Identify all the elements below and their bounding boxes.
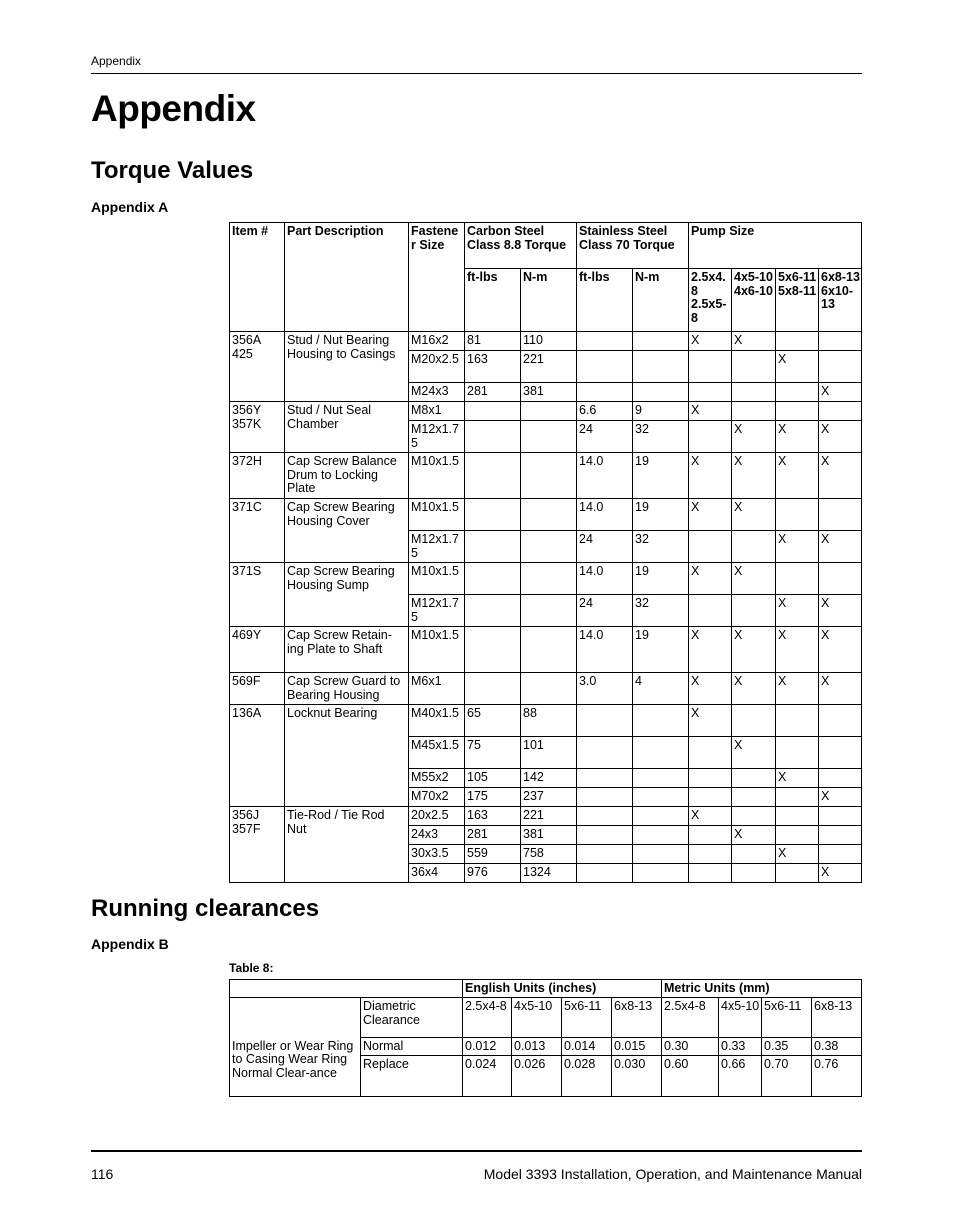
header-stainless-nm: N-m bbox=[633, 269, 689, 332]
item-number: 136A bbox=[232, 706, 262, 720]
stainless-nm bbox=[633, 769, 689, 788]
fastener-size: M24x3 bbox=[409, 383, 465, 402]
pump-size-1-mark: X bbox=[689, 627, 732, 673]
carbon-nm bbox=[521, 595, 577, 627]
torque-row bbox=[230, 563, 862, 595]
pump-size-4-mark bbox=[819, 769, 862, 788]
item-number: 469Y bbox=[232, 628, 262, 642]
appendix-a-subheading: Appendix A bbox=[91, 199, 169, 215]
pump-size-3-mark bbox=[776, 383, 819, 402]
pump-size-4-mark bbox=[819, 705, 862, 737]
pump-size-header: 6x8-13 bbox=[812, 998, 862, 1038]
header-pump-size-4 bbox=[819, 269, 862, 332]
carbon-nm: 221 bbox=[521, 807, 577, 826]
stainless-nm bbox=[633, 383, 689, 402]
item-number-cell bbox=[230, 332, 285, 402]
item-number: 425 bbox=[232, 346, 253, 361]
clearance-corner-blank bbox=[230, 980, 463, 998]
pump-size-1-mark bbox=[689, 595, 732, 627]
pump-size-1-mark: X bbox=[689, 499, 732, 531]
pump-size-3b: 5x8-11 bbox=[778, 283, 817, 298]
carbon-ftlbs: 175 bbox=[465, 788, 521, 807]
pump-size-3-mark: X bbox=[776, 421, 819, 453]
english-units-header: English Units (inches) bbox=[463, 980, 662, 998]
pump-size-2-mark bbox=[732, 807, 776, 826]
carbon-ftlbs: 281 bbox=[465, 383, 521, 402]
carbon-nm bbox=[521, 453, 577, 499]
stainless-ftlbs bbox=[577, 845, 633, 864]
stainless-nm bbox=[633, 864, 689, 883]
metric-units-header: Metric Units (mm) bbox=[662, 980, 862, 998]
item-number: 357F bbox=[232, 821, 261, 836]
part-description: Cap Screw Guard to Bearing Housing bbox=[285, 673, 409, 705]
carbon-nm: 101 bbox=[521, 737, 577, 769]
pump-size-3-mark bbox=[776, 332, 819, 351]
pump-size-2-mark: X bbox=[732, 421, 776, 453]
carbon-ftlbs: 65 bbox=[465, 705, 521, 737]
pump-size-4-mark: X bbox=[819, 595, 862, 627]
pump-size-4-mark: X bbox=[819, 383, 862, 402]
torque-row bbox=[230, 627, 862, 673]
pump-size-3-mark: X bbox=[776, 531, 819, 563]
fastener-size: 36x4 bbox=[409, 864, 465, 883]
pump-size-2-mark bbox=[732, 402, 776, 421]
pump-size-4-mark bbox=[819, 499, 862, 531]
fastener-size: M10x1.5 bbox=[409, 499, 465, 531]
carbon-ftlbs: 281 bbox=[465, 826, 521, 845]
clearance-value: 0.014 bbox=[562, 1038, 612, 1056]
item-number: 356A bbox=[232, 333, 262, 347]
carbon-nm: 142 bbox=[521, 769, 577, 788]
pump-size-4-mark: X bbox=[819, 453, 862, 499]
carbon-ftlbs: 163 bbox=[465, 807, 521, 826]
fastener-size: M10x1.5 bbox=[409, 563, 465, 595]
clearance-value: 0.35 bbox=[762, 1038, 812, 1056]
pump-size-2-mark bbox=[732, 595, 776, 627]
pump-size-2-mark bbox=[732, 845, 776, 864]
pump-size-header: 2.5x4-8 bbox=[662, 998, 719, 1038]
pump-size-1-mark: X bbox=[689, 563, 732, 595]
header-pump-size: Pump Size bbox=[689, 223, 862, 269]
diametric-clearance-label: Diametric Clearance bbox=[361, 998, 463, 1038]
pump-size-3-mark: X bbox=[776, 453, 819, 499]
pump-size-3-mark: X bbox=[776, 595, 819, 627]
carbon-ftlbs: 105 bbox=[465, 769, 521, 788]
stainless-ftlbs bbox=[577, 769, 633, 788]
header-stainless-steel: Stainless Steel Class 70 Torque bbox=[577, 223, 689, 269]
fastener-size: M12x1.75 bbox=[409, 531, 465, 563]
clearance-value: 0.30 bbox=[662, 1038, 719, 1056]
clearance-value: 0.33 bbox=[719, 1038, 762, 1056]
part-description: Tie-Rod / Tie Rod Nut bbox=[285, 807, 409, 883]
item-number: 371C bbox=[232, 500, 262, 514]
page-number: 116 bbox=[91, 1166, 114, 1182]
stainless-nm bbox=[633, 351, 689, 383]
header-pump-size-3 bbox=[776, 269, 819, 332]
pump-size-3-mark: X bbox=[776, 769, 819, 788]
pump-size-4-mark: X bbox=[819, 788, 862, 807]
stainless-ftlbs bbox=[577, 705, 633, 737]
pump-size-4-mark bbox=[819, 332, 862, 351]
clearance-value: 0.026 bbox=[512, 1056, 562, 1097]
fastener-size: M10x1.5 bbox=[409, 627, 465, 673]
part-description: Cap Screw Retain-ing Plate to Shaft bbox=[285, 627, 409, 673]
torque-row bbox=[230, 332, 862, 351]
carbon-nm: 758 bbox=[521, 845, 577, 864]
item-number-cell bbox=[230, 673, 285, 705]
torque-row bbox=[230, 807, 862, 826]
pump-size-3-mark: X bbox=[776, 673, 819, 705]
carbon-nm bbox=[521, 499, 577, 531]
header-part-description: Part Description bbox=[285, 223, 409, 269]
clearance-row-label: Replace bbox=[361, 1056, 463, 1097]
stainless-nm bbox=[633, 788, 689, 807]
carbon-nm bbox=[521, 563, 577, 595]
stainless-ftlbs bbox=[577, 737, 633, 769]
carbon-nm: 1324 bbox=[521, 864, 577, 883]
stainless-ftlbs: 24 bbox=[577, 421, 633, 453]
pump-size-3a: 5x6-11 bbox=[778, 270, 817, 284]
pump-size-2-mark bbox=[732, 531, 776, 563]
item-number: 357K bbox=[232, 416, 262, 431]
clearance-value: 0.70 bbox=[762, 1056, 812, 1097]
torque-row bbox=[230, 673, 862, 705]
pump-size-1-mark bbox=[689, 351, 732, 383]
torque-row bbox=[230, 705, 862, 737]
item-number: 356J bbox=[232, 808, 260, 822]
pump-size-3-mark bbox=[776, 826, 819, 845]
fastener-size: M16x2 bbox=[409, 332, 465, 351]
pump-size-2-mark bbox=[732, 769, 776, 788]
pump-size-1-mark: X bbox=[689, 807, 732, 826]
part-description: Locknut Bearing bbox=[285, 705, 409, 807]
pump-size-1b: 2.5x5-8 bbox=[691, 297, 727, 325]
header-stainless-ftlbs: ft-lbs bbox=[577, 269, 633, 332]
pump-size-1a: 2.5x4.8 bbox=[691, 270, 726, 298]
pump-size-header: 4x5-10 bbox=[719, 998, 762, 1038]
pump-size-2-mark bbox=[732, 383, 776, 402]
clearance-part-label: Impeller or Wear Ring to Casing Wear Ring Normal Clear-ance bbox=[230, 1038, 361, 1097]
item-number: 371S bbox=[232, 564, 262, 578]
pump-size-1-mark: X bbox=[689, 402, 732, 421]
carbon-ftlbs: 75 bbox=[465, 737, 521, 769]
pump-size-2-mark: X bbox=[732, 332, 776, 351]
item-number-cell bbox=[230, 705, 285, 807]
stainless-nm bbox=[633, 845, 689, 864]
header-item-blank bbox=[230, 269, 285, 332]
stainless-nm: 19 bbox=[633, 453, 689, 499]
fastener-size: M45x1.5 bbox=[409, 737, 465, 769]
fastener-size: M10x1.5 bbox=[409, 453, 465, 499]
pump-size-1-mark bbox=[689, 826, 732, 845]
pump-size-3-mark bbox=[776, 705, 819, 737]
carbon-nm bbox=[521, 531, 577, 563]
torque-table-body bbox=[230, 332, 862, 883]
fastener-size: 24x3 bbox=[409, 826, 465, 845]
pump-size-2-mark bbox=[732, 351, 776, 383]
stainless-ftlbs bbox=[577, 826, 633, 845]
carbon-ftlbs: 163 bbox=[465, 351, 521, 383]
carbon-ftlbs: 976 bbox=[465, 864, 521, 883]
carbon-nm: 381 bbox=[521, 383, 577, 402]
header-pump-size-2 bbox=[732, 269, 776, 332]
stainless-nm bbox=[633, 826, 689, 845]
stainless-ftlbs bbox=[577, 807, 633, 826]
torque-row bbox=[230, 402, 862, 421]
table-caption: Table 8: bbox=[229, 961, 274, 975]
pump-size-4-mark bbox=[819, 351, 862, 383]
stainless-ftlbs: 24 bbox=[577, 531, 633, 563]
clearance-value: 0.015 bbox=[612, 1038, 662, 1056]
pump-size-1-mark bbox=[689, 788, 732, 807]
header-desc-blank bbox=[285, 269, 409, 332]
header-size-blank bbox=[409, 269, 465, 332]
fastener-size: M55x2 bbox=[409, 769, 465, 788]
pump-size-3-mark bbox=[776, 499, 819, 531]
stainless-ftlbs bbox=[577, 864, 633, 883]
header-carbon-nm: N-m bbox=[521, 269, 577, 332]
stainless-nm: 32 bbox=[633, 595, 689, 627]
pump-size-header: 5x6-11 bbox=[762, 998, 812, 1038]
item-number-cell bbox=[230, 402, 285, 453]
item-number-cell bbox=[230, 807, 285, 883]
stainless-nm: 9 bbox=[633, 402, 689, 421]
stainless-ftlbs: 3.0 bbox=[577, 673, 633, 705]
running-clearances-table bbox=[229, 979, 862, 1097]
fastener-size: M8x1 bbox=[409, 402, 465, 421]
stainless-nm: 19 bbox=[633, 499, 689, 531]
stainless-nm: 19 bbox=[633, 563, 689, 595]
stainless-nm: 4 bbox=[633, 673, 689, 705]
header-rule bbox=[91, 73, 862, 74]
pump-size-2-mark: X bbox=[732, 737, 776, 769]
pump-size-1-mark: X bbox=[689, 673, 732, 705]
carbon-nm bbox=[521, 673, 577, 705]
part-description: Cap Screw Balance Drum to Locking Plate bbox=[285, 453, 409, 499]
pump-size-4-mark: X bbox=[819, 421, 862, 453]
pump-size-4-mark bbox=[819, 807, 862, 826]
stainless-nm: 19 bbox=[633, 627, 689, 673]
stainless-ftlbs: 6.6 bbox=[577, 402, 633, 421]
fastener-size: M40x1.5 bbox=[409, 705, 465, 737]
pump-size-3-mark bbox=[776, 402, 819, 421]
pump-size-4-mark: X bbox=[819, 864, 862, 883]
stainless-nm bbox=[633, 705, 689, 737]
carbon-ftlbs bbox=[465, 402, 521, 421]
running-head: Appendix bbox=[91, 54, 142, 68]
pump-size-1-mark: X bbox=[689, 453, 732, 499]
pump-size-2b: 4x6-10 bbox=[734, 283, 773, 298]
stainless-ftlbs: 14.0 bbox=[577, 453, 633, 499]
clearance-value: 0.76 bbox=[812, 1056, 862, 1097]
header-item: Item # bbox=[230, 223, 285, 269]
clearance-row bbox=[230, 1038, 862, 1056]
fastener-size: M20x2.5 bbox=[409, 351, 465, 383]
pump-size-2-mark bbox=[732, 705, 776, 737]
clearance-value: 0.66 bbox=[719, 1056, 762, 1097]
pump-size-2-mark bbox=[732, 864, 776, 883]
carbon-ftlbs bbox=[465, 453, 521, 499]
appendix-b-subheading: Appendix B bbox=[91, 936, 169, 952]
pump-size-2-mark bbox=[732, 788, 776, 807]
pump-size-header: 4x5-10 bbox=[512, 998, 562, 1038]
pump-size-3-mark: X bbox=[776, 845, 819, 864]
carbon-nm: 221 bbox=[521, 351, 577, 383]
torque-row bbox=[230, 453, 862, 499]
clearance-value: 0.024 bbox=[463, 1056, 512, 1097]
item-number-cell bbox=[230, 453, 285, 499]
pump-size-3-mark: X bbox=[776, 351, 819, 383]
clearance-value: 0.013 bbox=[512, 1038, 562, 1056]
pump-size-3-mark bbox=[776, 788, 819, 807]
part-description: Cap Screw Bearing Housing Cover bbox=[285, 499, 409, 563]
pump-size-4-mark: X bbox=[819, 531, 862, 563]
pump-size-2-mark: X bbox=[732, 826, 776, 845]
torque-values-heading: Torque Values bbox=[91, 157, 254, 184]
carbon-nm bbox=[521, 421, 577, 453]
pump-size-header: 5x6-11 bbox=[562, 998, 612, 1038]
clearance-value: 0.028 bbox=[562, 1056, 612, 1097]
carbon-ftlbs bbox=[465, 531, 521, 563]
carbon-nm: 88 bbox=[521, 705, 577, 737]
pump-size-2-mark: X bbox=[732, 627, 776, 673]
carbon-ftlbs bbox=[465, 499, 521, 531]
stainless-ftlbs bbox=[577, 383, 633, 402]
pump-size-3-mark bbox=[776, 864, 819, 883]
stainless-ftlbs bbox=[577, 332, 633, 351]
fastener-size: 20x2.5 bbox=[409, 807, 465, 826]
clearance-value: 0.030 bbox=[612, 1056, 662, 1097]
pump-size-1-mark bbox=[689, 845, 732, 864]
clearance-value: 0.38 bbox=[812, 1038, 862, 1056]
pump-size-1-mark bbox=[689, 531, 732, 563]
stainless-nm bbox=[633, 807, 689, 826]
pump-size-2-mark: X bbox=[732, 499, 776, 531]
torque-row bbox=[230, 499, 862, 531]
stainless-ftlbs bbox=[577, 788, 633, 807]
item-number-cell bbox=[230, 499, 285, 563]
part-description: Stud / Nut Seal Chamber bbox=[285, 402, 409, 453]
clearance-part-blank bbox=[230, 998, 361, 1038]
carbon-nm: 381 bbox=[521, 826, 577, 845]
fastener-size: M12x1.75 bbox=[409, 421, 465, 453]
pump-size-2-mark: X bbox=[732, 563, 776, 595]
carbon-ftlbs: 559 bbox=[465, 845, 521, 864]
stainless-nm bbox=[633, 332, 689, 351]
pump-size-1-mark bbox=[689, 421, 732, 453]
pump-size-4-mark bbox=[819, 402, 862, 421]
pump-size-1-mark bbox=[689, 769, 732, 788]
pump-size-header: 2.5x4-8 bbox=[463, 998, 512, 1038]
pump-size-4-mark: X bbox=[819, 673, 862, 705]
fastener-size: M12x1.75 bbox=[409, 595, 465, 627]
item-number-cell bbox=[230, 563, 285, 627]
item-number: 356Y bbox=[232, 403, 262, 417]
pump-size-4-mark: X bbox=[819, 627, 862, 673]
pump-size-4-mark bbox=[819, 826, 862, 845]
fastener-size: 30x3.5 bbox=[409, 845, 465, 864]
carbon-ftlbs: 81 bbox=[465, 332, 521, 351]
pump-size-2-mark: X bbox=[732, 453, 776, 499]
carbon-ftlbs bbox=[465, 595, 521, 627]
stainless-ftlbs: 24 bbox=[577, 595, 633, 627]
pump-size-header: 6x8-13 bbox=[612, 998, 662, 1038]
pump-size-4a: 6x8-13 bbox=[821, 270, 860, 284]
pump-size-4-mark bbox=[819, 845, 862, 864]
header-pump-size-1 bbox=[689, 269, 732, 332]
clearance-value: 0.60 bbox=[662, 1056, 719, 1097]
pump-size-3-mark bbox=[776, 737, 819, 769]
pump-size-4-mark bbox=[819, 737, 862, 769]
pump-size-4b: 6x10-13 bbox=[821, 283, 853, 311]
pump-size-3-mark: X bbox=[776, 627, 819, 673]
pump-size-3-mark bbox=[776, 563, 819, 595]
item-number: 569F bbox=[232, 674, 261, 688]
stainless-ftlbs: 14.0 bbox=[577, 563, 633, 595]
part-description: Cap Screw Bearing Housing Sump bbox=[285, 563, 409, 627]
stainless-nm: 32 bbox=[633, 531, 689, 563]
item-number: 372H bbox=[232, 454, 262, 468]
clearance-value: 0.012 bbox=[463, 1038, 512, 1056]
page-title: Appendix bbox=[91, 88, 256, 129]
pump-size-1-mark bbox=[689, 737, 732, 769]
pump-size-4-mark bbox=[819, 563, 862, 595]
pump-size-1-mark bbox=[689, 383, 732, 402]
header-carbon-steel: Carbon Steel Class 8.8 Torque bbox=[465, 223, 577, 269]
pump-size-1-mark bbox=[689, 864, 732, 883]
stainless-nm bbox=[633, 737, 689, 769]
carbon-ftlbs bbox=[465, 673, 521, 705]
item-number-cell bbox=[230, 627, 285, 673]
pump-size-3-mark bbox=[776, 807, 819, 826]
header-carbon-ftlbs: ft-lbs bbox=[465, 269, 521, 332]
carbon-nm bbox=[521, 402, 577, 421]
clearance-row-label: Normal bbox=[361, 1038, 463, 1056]
footer-rule bbox=[91, 1150, 862, 1152]
carbon-nm: 237 bbox=[521, 788, 577, 807]
carbon-nm: 110 bbox=[521, 332, 577, 351]
header-fastener-size: Fastene r Size bbox=[409, 223, 465, 269]
pump-size-2a: 4x5-10 bbox=[734, 270, 773, 284]
carbon-ftlbs bbox=[465, 421, 521, 453]
carbon-nm bbox=[521, 627, 577, 673]
stainless-ftlbs: 14.0 bbox=[577, 499, 633, 531]
stainless-nm: 32 bbox=[633, 421, 689, 453]
pump-size-1-mark: X bbox=[689, 332, 732, 351]
fastener-size: M6x1 bbox=[409, 673, 465, 705]
manual-title: Model 3393 Installation, Operation, and Maintenance Manual bbox=[483, 1166, 862, 1182]
torque-values-table bbox=[229, 222, 862, 883]
part-description: Stud / Nut Bearing Housing to Casings bbox=[285, 332, 409, 402]
running-clearances-heading: Running clearances bbox=[91, 895, 320, 922]
carbon-ftlbs bbox=[465, 627, 521, 673]
fastener-size: M70x2 bbox=[409, 788, 465, 807]
pump-size-1-mark: X bbox=[689, 705, 732, 737]
pump-size-2-mark: X bbox=[732, 673, 776, 705]
stainless-ftlbs bbox=[577, 351, 633, 383]
carbon-ftlbs bbox=[465, 563, 521, 595]
stainless-ftlbs: 14.0 bbox=[577, 627, 633, 673]
